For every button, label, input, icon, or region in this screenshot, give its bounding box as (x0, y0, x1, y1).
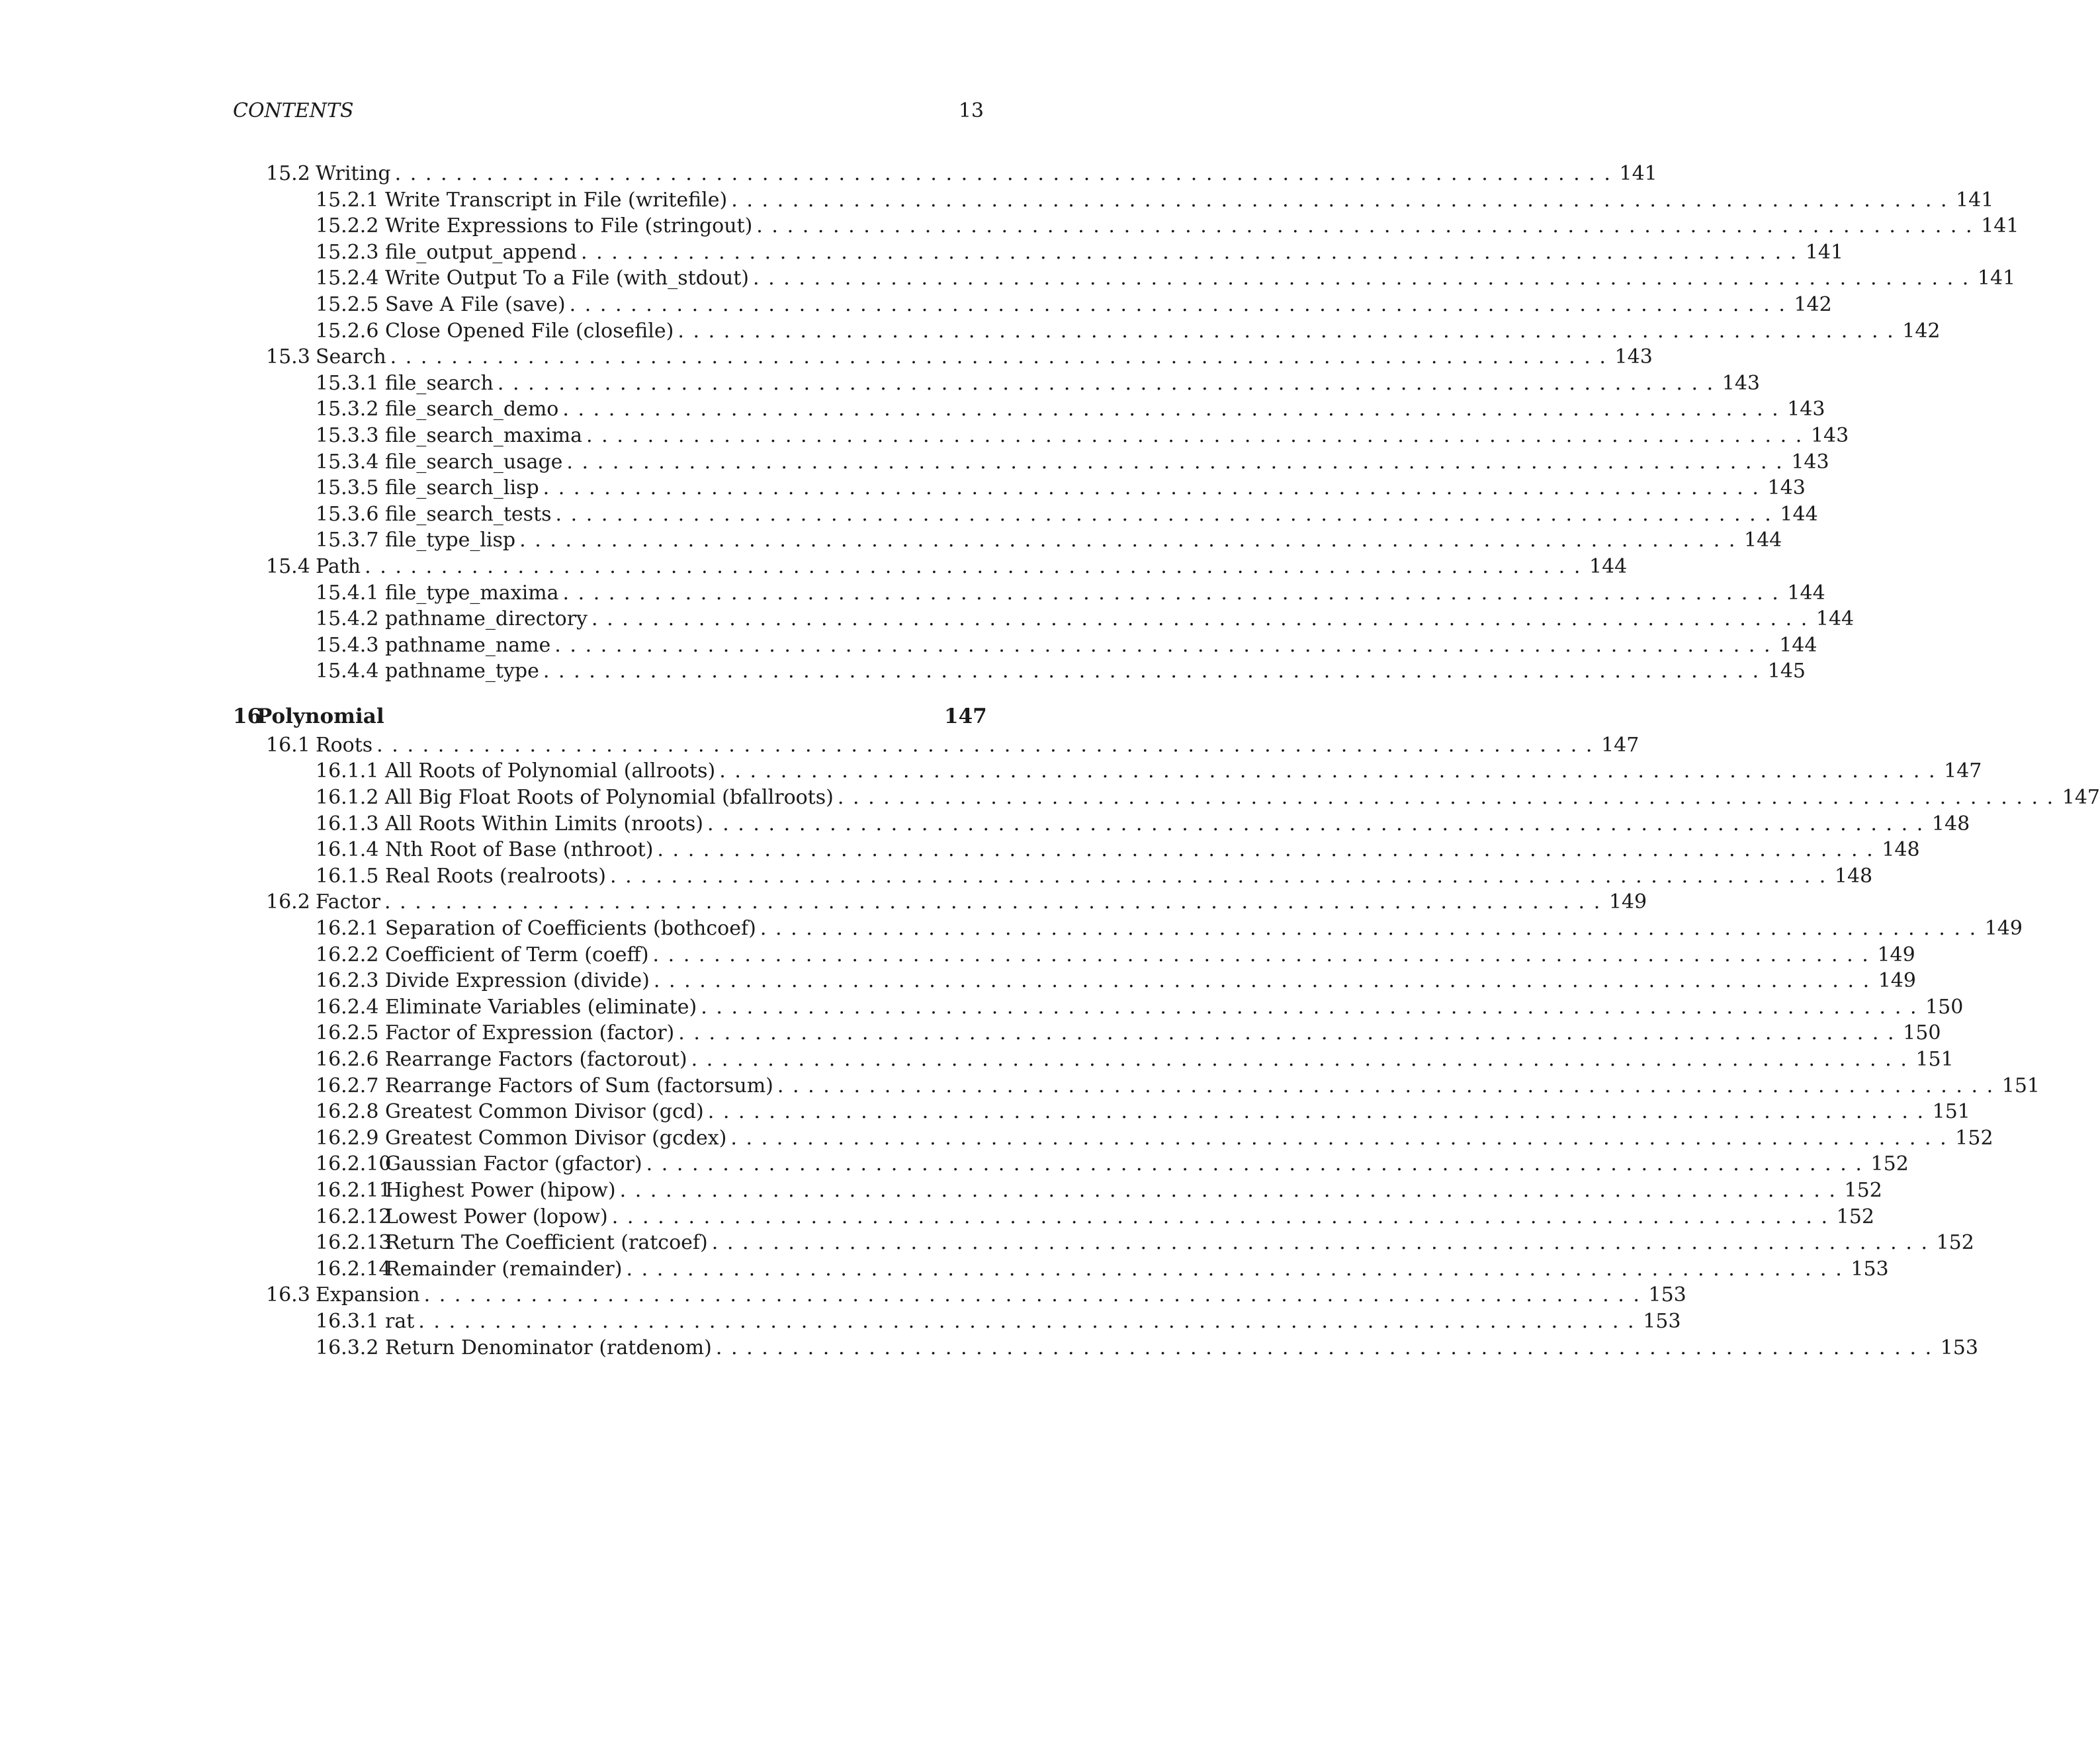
entry-page: 141 (1977, 267, 2016, 290)
entry-number: 15.2.5 (316, 292, 379, 316)
entry-number: 16.1.5 (316, 864, 379, 888)
entry-title: All Big Float Roots of Polynomial (bfallroots) (385, 786, 834, 810)
dot-leader: ................................................................................ (711, 1231, 1937, 1255)
page-number: 13 (958, 99, 984, 122)
toc-subsection-entry[interactable] (233, 1074, 2040, 1101)
dot-leader: ................................................................................ (753, 267, 1978, 290)
entry-page: 150 (1903, 1021, 1941, 1045)
dot-leader: ................................................................................ (554, 633, 1780, 657)
entry-page: 153 (1643, 1309, 1681, 1333)
entry-number: 15.3.6 (316, 502, 379, 526)
entry-title: file_search_lisp (385, 476, 539, 500)
entry-number: 16.3.1 (316, 1309, 379, 1333)
dot-leader: ................................................................................ (678, 1021, 1903, 1045)
entry-title: Search (316, 345, 386, 369)
entry-title: pathname_directory (385, 607, 588, 631)
entry-title: Save A File (save) (385, 292, 566, 316)
entry-number: 16.2.11 (316, 1178, 392, 1202)
dot-leader: ................................................................................ (586, 423, 1811, 447)
entry-page: 144 (1589, 554, 1628, 578)
entry-number: 16.1.2 (316, 786, 379, 810)
entry-page: 148 (1931, 812, 1970, 835)
toc-subsection-entry[interactable] (233, 581, 1825, 608)
entry-title: Write Expressions to File (stringout) (385, 214, 753, 238)
toc-subsection-entry[interactable] (233, 450, 1829, 477)
entry-page: 141 (1805, 240, 1844, 264)
entry-title: Nth Root of Base (nthroot) (385, 838, 654, 862)
dot-leader: ................................................................................ (678, 319, 1903, 343)
toc-section-entry[interactable] (233, 345, 1653, 372)
entry-page: 143 (1767, 476, 1806, 500)
toc-subsection-entry[interactable] (233, 1309, 1681, 1336)
entry-title: file_search_demo (385, 398, 559, 421)
toc-subsection-entry[interactable] (233, 660, 1806, 686)
entry-page: 143 (1614, 345, 1653, 369)
entry-page: 152 (1870, 1152, 1909, 1176)
entry-number: 16.1.1 (316, 759, 379, 783)
entry-title: All Roots of Polynomial (allroots) (385, 759, 716, 783)
entry-title: Greatest Common Divisor (gcdex) (385, 1126, 727, 1150)
entry-title: Return The Coefficient (ratcoef) (385, 1231, 708, 1255)
dot-leader: ................................................................................ (731, 188, 1956, 212)
toc-subsection-entry[interactable] (233, 398, 1825, 424)
entry-title: pathname_type (385, 660, 539, 683)
dot-leader: ................................................................................ (715, 1336, 1941, 1359)
entry-title: Greatest Common Divisor (gcd) (385, 1100, 704, 1124)
dot-leader: ................................................................................ (423, 1283, 1649, 1307)
dot-leader: ................................................................................ (384, 890, 1609, 914)
toc-subsection-entry[interactable] (233, 1231, 1974, 1258)
entry-page: 153 (1940, 1336, 1978, 1359)
entry-page: 152 (1936, 1231, 1974, 1255)
toc-subsection-entry[interactable] (233, 423, 1849, 450)
entry-number: 16.2.13 (316, 1231, 392, 1255)
entry-title: Writing (316, 162, 391, 185)
entry-title: Return Denominator (ratdenom) (385, 1336, 712, 1359)
toc-subsection-entry[interactable] (233, 319, 1941, 346)
entry-title: Real Roots (realroots) (385, 864, 606, 888)
toc-section-entry[interactable] (233, 162, 1657, 189)
dot-leader: ................................................................................ (691, 1048, 1916, 1071)
entry-number: 15.4.4 (316, 660, 379, 683)
entry-page: 152 (1955, 1126, 1993, 1150)
dot-leader: ................................................................................ (730, 1126, 1956, 1150)
entry-number: 15.2.1 (316, 188, 379, 212)
entry-number: 15.2.3 (316, 240, 379, 264)
entry-page: 144 (1780, 502, 1818, 526)
entry-page: 153 (1851, 1257, 1889, 1281)
chapter-number: 16 (233, 704, 262, 728)
dot-leader: ................................................................................ (376, 733, 1602, 757)
toc-subsection-entry[interactable] (233, 529, 1782, 555)
entry-title: rat (385, 1309, 415, 1333)
entry-number: 16.2.2 (316, 943, 379, 966)
entry-number: 15.3.3 (316, 423, 379, 447)
entry-page: 151 (2001, 1074, 2040, 1097)
entry-title: Rearrange Factors of Sum (factorsum) (385, 1074, 773, 1097)
entry-page: 145 (1767, 660, 1806, 683)
entry-page: 143 (1810, 423, 1849, 447)
toc-subsection-entry[interactable] (233, 1205, 1874, 1232)
dot-leader: ................................................................................ (562, 398, 1788, 421)
entry-page: 144 (1779, 633, 1817, 657)
dot-leader: ................................................................................ (543, 476, 1768, 500)
entry-title: file_search (385, 371, 494, 395)
dot-leader: ................................................................................ (777, 1074, 2002, 1097)
toc-subsection-entry[interactable] (233, 240, 1844, 267)
entry-number: 15.2.6 (316, 319, 379, 343)
entry-number: 16.2.12 (316, 1205, 392, 1228)
entry-title: Write Transcript in File (writefile) (385, 188, 728, 212)
entry-page: 144 (1816, 607, 1855, 631)
dot-leader: ................................................................................ (555, 502, 1780, 526)
dot-leader: ................................................................................ (519, 529, 1744, 552)
entry-title: Rearrange Factors (factorout) (385, 1048, 687, 1071)
entry-title: Gaussian Factor (gfactor) (385, 1152, 642, 1176)
entry-page: 143 (1787, 398, 1825, 421)
dot-leader: ................................................................................ (611, 1205, 1837, 1228)
entry-title: Lowest Power (lopow) (385, 1205, 608, 1228)
chapter-title: Polynomial (257, 704, 384, 728)
entry-page: 148 (1882, 838, 1920, 862)
dot-leader: ................................................................................ (569, 292, 1794, 316)
toc-subsection-entry[interactable] (233, 786, 2100, 812)
entry-number: 16.2.8 (316, 1100, 379, 1124)
dot-leader: ................................................................................ (837, 786, 2062, 810)
entry-title: file_type_lisp (385, 529, 516, 552)
entry-page: 142 (1794, 292, 1832, 316)
dot-leader: ................................................................................ (619, 1178, 1845, 1202)
toc-subsection-entry[interactable] (233, 1336, 1978, 1363)
toc-section-entry[interactable] (233, 554, 1628, 581)
dot-leader: ................................................................................ (609, 864, 1835, 888)
entry-number: 16.2.6 (316, 1048, 379, 1071)
entry-page: 153 (1648, 1283, 1686, 1307)
entry-page: 151 (1915, 1048, 1954, 1071)
entry-number: 16.2.10 (316, 1152, 392, 1176)
entry-page: 147 (1601, 733, 1640, 757)
entry-page: 148 (1834, 864, 1873, 888)
toc-section-entry[interactable] (233, 1283, 1686, 1310)
entry-title: Close Opened File (closefile) (385, 319, 674, 343)
entry-page: 147 (1944, 759, 1982, 783)
entry-page: 151 (1932, 1100, 1970, 1124)
toc-subsection-entry[interactable] (233, 1021, 1941, 1048)
entry-title: file_search_tests (385, 502, 552, 526)
entry-title: Factor of Expression (factor) (385, 1021, 675, 1045)
entry-page: 149 (1878, 969, 1916, 993)
entry-number: 15.3.1 (316, 371, 379, 395)
running-head: CONTENTS (233, 99, 354, 122)
entry-page: 150 (1925, 995, 1964, 1019)
toc-subsection-entry[interactable] (233, 188, 1994, 215)
dot-leader: ................................................................................ (760, 917, 1985, 941)
dot-leader: ................................................................................ (365, 554, 1589, 578)
dot-leader: ................................................................................ (652, 943, 1878, 966)
dot-leader: ................................................................................ (562, 581, 1788, 605)
dot-leader: ................................................................................ (591, 607, 1816, 631)
entry-number: 16.2.5 (316, 1021, 379, 1045)
entry-number: 16.2.3 (316, 969, 379, 993)
entry-number: 15.4 (266, 554, 310, 578)
toc-subsection-entry[interactable] (233, 476, 1806, 503)
entry-page: 149 (1608, 890, 1647, 914)
entry-number: 15.3.4 (316, 450, 379, 474)
toc-subsection-entry[interactable] (233, 1257, 1889, 1284)
entry-number: 16.2.9 (316, 1126, 379, 1150)
toc-subsection-entry[interactable] (233, 502, 1818, 529)
entry-title: file_type_maxima (385, 581, 559, 605)
entry-page: 152 (1844, 1178, 1882, 1202)
dot-leader: ................................................................................ (719, 759, 1945, 783)
toc-subsection-entry[interactable] (233, 995, 1964, 1022)
entry-title: Path (316, 554, 361, 578)
dot-leader: ................................................................................ (418, 1309, 1643, 1333)
dot-leader: ................................................................................ (707, 812, 1932, 835)
entry-page: 141 (1619, 162, 1657, 185)
entry-number: 15.2.2 (316, 214, 379, 238)
chapter-page: 147 (944, 704, 987, 728)
entry-title: Factor (316, 890, 380, 914)
dot-leader: ................................................................................ (646, 1152, 1871, 1176)
dot-leader: ................................................................................ (756, 214, 1982, 238)
toc-subsection-entry[interactable] (233, 864, 1873, 891)
entry-title: Coefficient of Term (coeff) (385, 943, 649, 966)
entry-number: 15.2 (266, 162, 310, 185)
table-of-contents (233, 162, 2100, 1362)
toc-subsection-entry[interactable] (233, 267, 2016, 293)
entry-page: 142 (1902, 319, 1941, 343)
toc-subsection-entry[interactable] (233, 759, 1982, 786)
entry-page: 141 (1956, 188, 1994, 212)
entry-number: 16.2.14 (316, 1257, 392, 1281)
entry-title: Divide Expression (divide) (385, 969, 650, 993)
entry-title: Expansion (316, 1283, 420, 1307)
toc-subsection-entry[interactable] (233, 1152, 1909, 1179)
toc-subsection-entry[interactable] (233, 943, 1915, 970)
entry-page: 141 (1981, 214, 2019, 238)
toc-subsection-entry[interactable] (233, 633, 1817, 660)
entry-number: 16.1.3 (316, 812, 379, 835)
toc-subsection-entry[interactable] (233, 969, 1916, 996)
toc-subsection-entry[interactable] (233, 917, 2023, 943)
entry-page: 143 (1791, 450, 1829, 474)
entry-page: 152 (1836, 1205, 1874, 1228)
entry-number: 16.2 (266, 890, 310, 914)
toc-subsection-entry[interactable] (233, 214, 2019, 241)
entry-number: 15.4.1 (316, 581, 379, 605)
entry-number: 16.2.7 (316, 1074, 379, 1097)
toc-section-entry[interactable] (233, 733, 1640, 760)
entry-title: Remainder (remainder) (385, 1257, 623, 1281)
dot-leader: ................................................................................ (390, 345, 1615, 369)
entry-title: Highest Power (hipow) (385, 1178, 616, 1202)
entry-number: 15.4.2 (316, 607, 379, 631)
page-header (233, 99, 984, 132)
entry-title: file_search_usage (385, 450, 563, 474)
entry-number: 16.3 (266, 1283, 310, 1307)
dot-leader: ................................................................................ (653, 969, 1878, 993)
entry-number: 15.4.3 (316, 633, 379, 657)
entry-page: 143 (1722, 371, 1761, 395)
toc-subsection-entry[interactable] (233, 1100, 1970, 1127)
dot-leader: ................................................................................ (566, 450, 1792, 474)
entry-number: 16.1.4 (316, 838, 379, 862)
entry-number: 15.3.2 (316, 398, 379, 421)
toc-subsection-entry[interactable] (233, 1178, 1882, 1205)
toc-subsection-entry[interactable] (233, 838, 1920, 865)
entry-title: All Roots Within Limits (nroots) (385, 812, 704, 835)
entry-title: pathname_name (385, 633, 551, 657)
entry-number: 16.1 (266, 733, 310, 757)
toc-subsection-entry[interactable] (233, 1126, 1993, 1153)
dot-leader: ................................................................................ (580, 240, 1806, 264)
toc-section-entry[interactable] (233, 890, 1647, 917)
dot-leader: ................................................................................ (626, 1257, 1851, 1281)
toc-subsection-entry[interactable] (233, 812, 1970, 839)
entry-number: 15.3 (266, 345, 310, 369)
entry-number: 16.2.4 (316, 995, 379, 1019)
entry-number: 16.2.1 (316, 917, 379, 941)
toc-subsection-entry[interactable] (233, 607, 1855, 634)
entry-title: file_output_append (385, 240, 577, 264)
toc-subsection-entry[interactable] (233, 292, 1832, 320)
toc-subsection-entry[interactable] (233, 371, 1761, 398)
entry-page: 149 (1984, 917, 2023, 941)
entry-number: 15.3.5 (316, 476, 379, 500)
entry-number: 15.3.7 (316, 529, 379, 552)
dot-leader: ................................................................................ (657, 838, 1882, 862)
dot-leader: ................................................................................ (394, 162, 1620, 185)
dot-leader: ................................................................................ (707, 1100, 1933, 1124)
entry-page: 144 (1787, 581, 1825, 605)
dot-leader: ................................................................................ (497, 371, 1722, 395)
entry-page: 149 (1877, 943, 1915, 966)
dot-leader: ................................................................................ (543, 660, 1768, 683)
entry-title: file_search_maxima (385, 423, 583, 447)
entry-page: 147 (2062, 786, 2100, 810)
entry-title: Eliminate Variables (eliminate) (385, 995, 697, 1019)
dot-leader: ................................................................................ (701, 995, 1926, 1019)
entry-title: Separation of Coefficients (bothcoef) (385, 917, 756, 941)
entry-title: Write Output To a File (with_stdout) (385, 267, 750, 290)
entry-title: Roots (316, 733, 373, 757)
entry-page: 144 (1744, 529, 1782, 552)
entry-number: 15.2.4 (316, 267, 379, 290)
entry-number: 16.3.2 (316, 1336, 379, 1359)
toc-chapter-entry[interactable] (233, 704, 987, 734)
toc-subsection-entry[interactable] (233, 1048, 1954, 1074)
